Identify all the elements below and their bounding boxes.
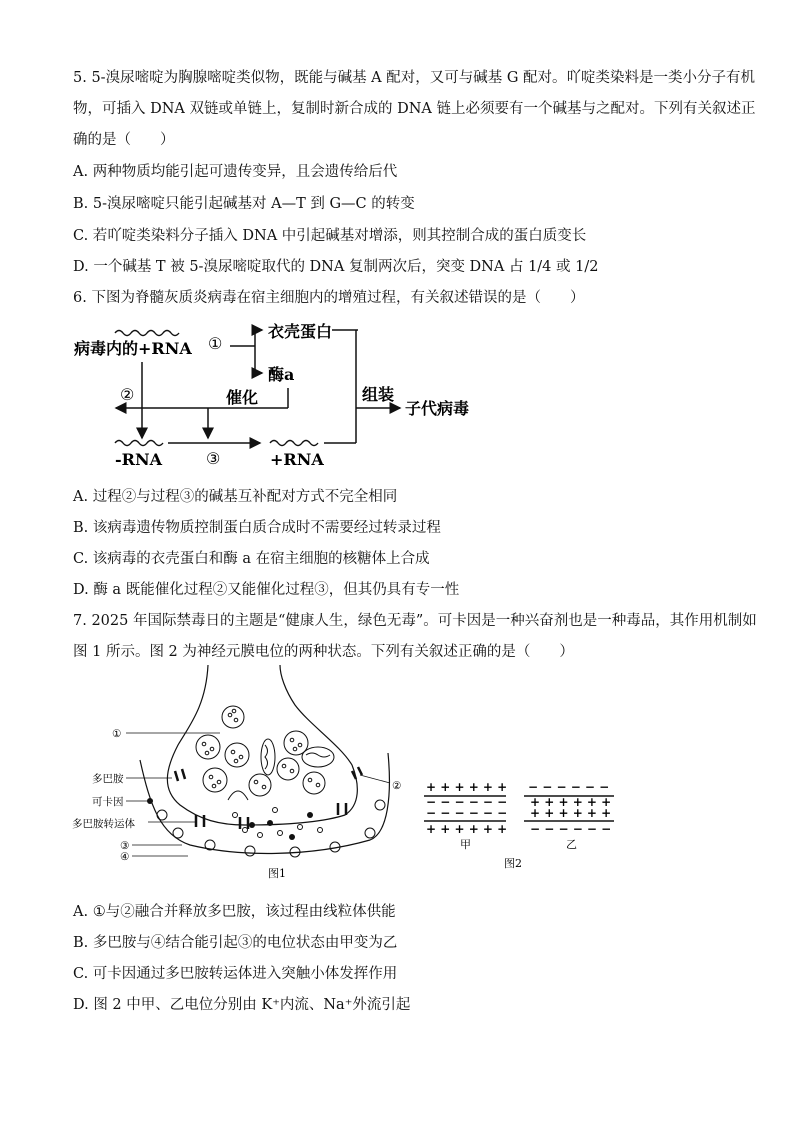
pos-rna-label: +RNA	[270, 450, 324, 469]
q5-stem-line-1: 5. 5-溴尿嘧啶为胸腺嘧啶类似物，既能与碱基 A 配对，又可与碱基 G 配对。吖啶类染料是一类小分子有机	[73, 70, 756, 86]
q7-option-b: B. 多巴胺与④结合能引起③的电位状态由甲变为乙	[73, 935, 398, 951]
fig1-label-1: ①	[112, 728, 122, 740]
virus-replication-diagram	[60, 318, 500, 478]
fig1-label-4: ④	[120, 851, 130, 863]
enzyme-a-label: 酶a	[268, 365, 295, 384]
q5-option-c: C. 若吖啶类染料分子插入 DNA 中引起碱基对增添，则其控制合成的蛋白质变长	[73, 228, 587, 244]
q6-option-b: B. 该病毒遗传物质控制蛋白质合成时不需要经过转录过程	[73, 520, 441, 536]
q5-stem-line-3: 确的是（ ）	[73, 132, 175, 148]
neg-rna-label: -RNA	[115, 450, 162, 469]
q6-stem: 6. 下图为脊髓灰质炎病毒在宿主细胞内的增殖过程，有关叙述错误的是（ ）	[73, 290, 585, 306]
assemble-label: 组装	[362, 385, 395, 404]
offspring-virus-label: 子代病毒	[405, 399, 470, 418]
fig1-label-3: ③	[120, 840, 130, 852]
q7-option-a: A. ①与②融合并释放多巴胺，该过程由线粒体供能	[73, 904, 396, 920]
membrane-potential-figure-2	[420, 775, 630, 875]
catalyze-label: 催化	[226, 388, 259, 407]
state-b-mid2: + + + + + +	[530, 806, 612, 820]
q6-option-c: C. 该病毒的衣壳蛋白和酶 a 在宿主细胞的核糖体上合成	[73, 551, 430, 567]
step3-label: ③	[206, 449, 221, 468]
q5-stem-line-2: 物，可插入 DNA 双链或单链上，复制时新合成的 DNA 链上必须要有一个碱基与之配对。下列有关叙述正	[73, 101, 756, 117]
state-a-top: + + + + + +	[426, 780, 508, 794]
q5-option-b: B. 5-溴尿嘧啶只能引起碱基对 A—T 到 G—C 的转变	[73, 196, 415, 212]
q7-option-d: D. 图 2 中甲、乙电位分别由 K⁺内流、Na⁺外流引起	[73, 997, 411, 1013]
q7-option-c: C. 可卡因通过多巴胺转运体进入突触小体发挥作用	[73, 966, 398, 982]
state-a-mid2: − − − − − −	[426, 806, 508, 820]
fig1-label-2: ②	[392, 780, 402, 792]
q5-option-a: A. 两种物质均能引起可遗传变异，且会遗传给后代	[73, 164, 398, 180]
step1-label: ①	[208, 334, 223, 353]
rna-wave-top	[115, 331, 179, 336]
cocaine-label: 可卡因	[92, 796, 124, 808]
virus-rna-label: 病毒内的+RNA	[74, 339, 192, 358]
state-b-bot: − − − − − −	[530, 822, 612, 836]
state-b-mid1: + + + + + +	[530, 795, 612, 809]
state-a-bot: + + + + + +	[426, 822, 508, 836]
q5-option-d: D. 一个碱基 T 被 5-溴尿嘧啶取代的 DNA 复制两次后，突变 DNA 占 1/4 或 1/2	[73, 259, 599, 275]
fig1-caption: 图1	[268, 867, 286, 880]
state-b-label: 乙	[566, 838, 577, 851]
transporter-label: 多巴胺转运体	[72, 818, 135, 830]
coat-protein-label: 衣壳蛋白	[268, 322, 333, 341]
q7-stem-line-1: 7. 2025 年国际禁毒日的主题是“健康人生，绿色无毒”。可卡因是一种兴奋剂也是一种毒品，其作用机制如	[73, 613, 757, 629]
synapse-figure-1	[70, 665, 420, 885]
q6-option-d: D. 酶 a 既能催化过程②又能催化过程③，但其仍具有专一性	[73, 582, 460, 598]
rna-wave-pos	[270, 441, 318, 446]
q7-stem-line-2: 图 1 所示。图 2 为神经元膜电位的两种状态。下列有关叙述正确的是（ ）	[73, 644, 574, 660]
state-a-mid1: − − − − − −	[426, 795, 508, 809]
step2-label: ②	[120, 385, 135, 404]
dopamine-label: 多巴胺	[92, 773, 124, 785]
fig2-caption: 图2	[504, 857, 522, 870]
q6-option-a: A. 过程②与过程③的碱基互补配对方式不完全相同	[73, 489, 398, 505]
rna-wave-neg	[115, 441, 163, 446]
state-a-label: 甲	[460, 838, 471, 851]
state-b-top: − − − − − −	[528, 780, 610, 794]
